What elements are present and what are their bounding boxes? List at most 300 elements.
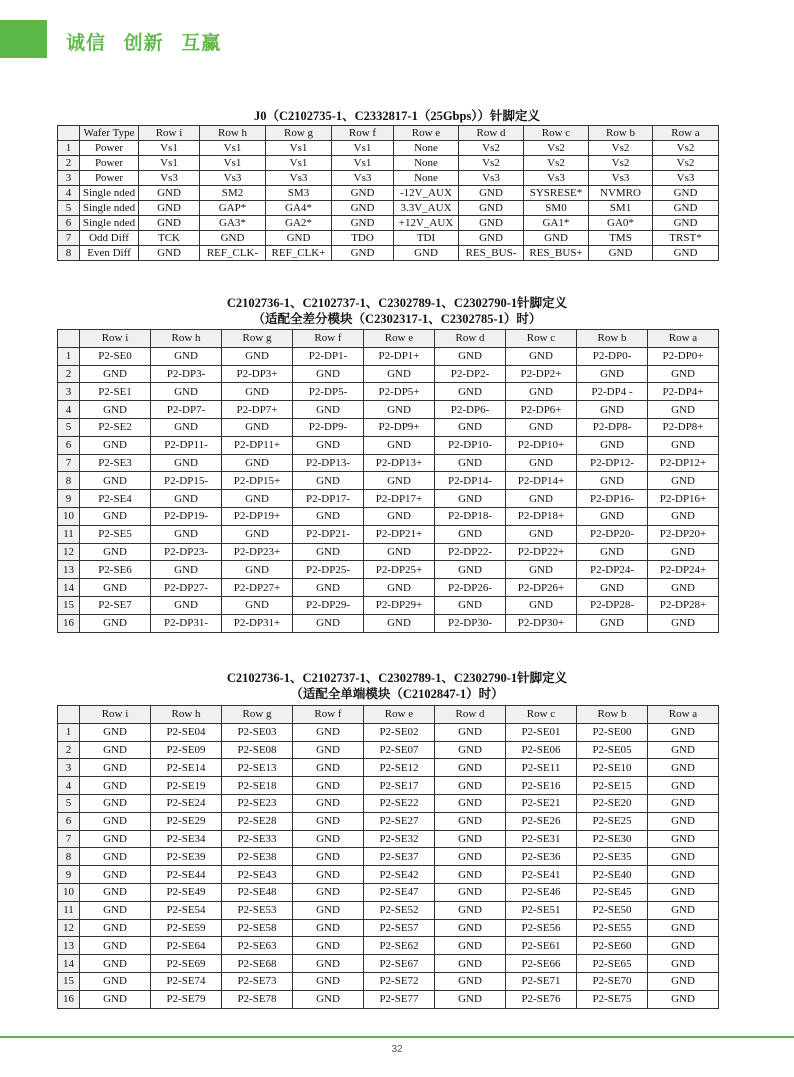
table-cell: GND <box>435 490 506 508</box>
table-cell: GND <box>435 955 506 973</box>
table-cell: GND <box>364 472 435 490</box>
table-cell: P2-SE71 <box>506 972 577 990</box>
table-row <box>58 741 719 759</box>
table-cell: P2-DP2- <box>435 365 506 383</box>
table-header-row <box>58 330 719 348</box>
row-number: 1 <box>58 723 80 741</box>
table-header-row <box>58 706 719 724</box>
table2-title-line2: （适配全差分模块（C2302317-1、C2302785-1）时） <box>252 312 542 326</box>
table-cell: P2-SE48 <box>222 883 293 901</box>
table-cell: P2-SE49 <box>151 883 222 901</box>
row-number: 3 <box>58 171 80 186</box>
table-cell: P2-SE42 <box>364 866 435 884</box>
table-cell: GND <box>435 596 506 614</box>
table-cell: GND <box>506 525 577 543</box>
table-cell: GND <box>435 794 506 812</box>
table-cell: GND <box>648 365 719 383</box>
table-cell: P2-DP12+ <box>648 454 719 472</box>
table-cell: P2-SE25 <box>577 812 648 830</box>
table-cell: Power <box>80 156 139 171</box>
table-cell: TRST* <box>653 231 719 246</box>
table-cell: P2-DP24- <box>577 561 648 579</box>
column-header: Row h <box>200 126 266 141</box>
table-cell: GA4* <box>266 201 332 216</box>
table-cell: P2-SE51 <box>506 901 577 919</box>
table-cell: GND <box>80 919 151 937</box>
table-cell: GND <box>222 596 293 614</box>
table-cell: GND <box>222 561 293 579</box>
table-cell: GND <box>80 812 151 830</box>
row-number: 12 <box>58 919 80 937</box>
table-cell: P2-DP3+ <box>222 365 293 383</box>
table-cell: P2-DP18+ <box>506 507 577 525</box>
table-cell: P2-SE78 <box>222 990 293 1008</box>
table-cell: GND <box>80 614 151 632</box>
table-header-row <box>58 126 719 141</box>
table-cell: P2-DP0- <box>577 347 648 365</box>
table-cell: P2-SE24 <box>151 794 222 812</box>
table-cell: GND <box>80 543 151 561</box>
table-cell: Vs3 <box>266 171 332 186</box>
table-cell: None <box>394 156 459 171</box>
column-header: Row i <box>80 706 151 724</box>
row-number: 4 <box>58 401 80 419</box>
table-cell: P2-SE54 <box>151 901 222 919</box>
table-cell: GND <box>459 216 524 231</box>
table-cell: GND <box>648 990 719 1008</box>
table-cell: GND <box>80 759 151 777</box>
table-cell: GND <box>648 812 719 830</box>
table-cell: Vs2 <box>459 156 524 171</box>
table-cell: P2-DP4+ <box>648 383 719 401</box>
table-cell: GND <box>80 365 151 383</box>
table-cell: P2-SE44 <box>151 866 222 884</box>
table-cell: GND <box>524 231 589 246</box>
table-cell: SM3 <box>266 186 332 201</box>
table-cell: GND <box>435 347 506 365</box>
table-cell: GND <box>435 848 506 866</box>
table-cell: P2-SE01 <box>506 723 577 741</box>
row-number: 2 <box>58 156 80 171</box>
table-cell: P2-DP10- <box>435 436 506 454</box>
table-cell: GND <box>222 347 293 365</box>
row-number: 15 <box>58 596 80 614</box>
table-cell: P2-SE60 <box>577 937 648 955</box>
table-cell: GND <box>151 383 222 401</box>
column-header: Wafer Type <box>80 126 139 141</box>
table-cell: GND <box>435 741 506 759</box>
column-header <box>58 706 80 724</box>
table-cell: P2-SE50 <box>577 901 648 919</box>
table-cell: GND <box>506 383 577 401</box>
column-header: Row e <box>364 330 435 348</box>
table-cell: P2-SE33 <box>222 830 293 848</box>
table-cell: GND <box>577 472 648 490</box>
table-cell: P2-SE76 <box>506 990 577 1008</box>
table-cell: GND <box>648 507 719 525</box>
table-cell: GND <box>293 759 364 777</box>
table-cell: GND <box>139 246 200 261</box>
table-cell: GND <box>435 723 506 741</box>
table-cell: GND <box>293 830 364 848</box>
table-cell: P2-DP22- <box>435 543 506 561</box>
table-cell: GND <box>80 436 151 454</box>
row-number: 2 <box>58 365 80 383</box>
row-number: 5 <box>58 794 80 812</box>
table-cell: P2-DP28+ <box>648 596 719 614</box>
table-cell: GND <box>653 246 719 261</box>
table-row <box>58 972 719 990</box>
table-cell: GA3* <box>200 216 266 231</box>
table-cell: P2-DP1- <box>293 347 364 365</box>
table-cell: SYSRESE* <box>524 186 589 201</box>
table-cell: Vs2 <box>653 156 719 171</box>
table-cell: GND <box>80 794 151 812</box>
table-cell: P2-DP23- <box>151 543 222 561</box>
table-cell: GND <box>648 543 719 561</box>
table-cell: P2-SE5 <box>80 525 151 543</box>
table-cell: GND <box>293 614 364 632</box>
table-cell: GND <box>80 883 151 901</box>
table-cell: GND <box>648 848 719 866</box>
table-cell: GND <box>364 543 435 561</box>
table-cell: P2-SE23 <box>222 794 293 812</box>
table-cell: P2-SE08 <box>222 741 293 759</box>
table-cell: GND <box>648 919 719 937</box>
table-cell: GND <box>364 365 435 383</box>
table-cell: P2-SE02 <box>364 723 435 741</box>
column-header: Row f <box>293 330 364 348</box>
row-number: 6 <box>58 812 80 830</box>
table-cell: GND <box>293 777 364 795</box>
table-cell: GND <box>293 848 364 866</box>
table-row <box>58 596 719 614</box>
table-cell: P2-SE0 <box>80 347 151 365</box>
table-cell: P2-SE30 <box>577 830 648 848</box>
table-cell: GND <box>293 507 364 525</box>
table-cell: P2-DP20+ <box>648 525 719 543</box>
table-cell: GND <box>589 246 653 261</box>
table-cell: GND <box>293 937 364 955</box>
table-cell: GND <box>293 723 364 741</box>
table-cell: P2-DP20- <box>577 525 648 543</box>
table-cell: Single nded <box>80 186 139 201</box>
table-cell: P2-DP14- <box>435 472 506 490</box>
row-number: 3 <box>58 759 80 777</box>
table-row <box>58 347 719 365</box>
table-cell: +12V_AUX <box>394 216 459 231</box>
table-cell: GND <box>80 723 151 741</box>
table-cell: P2-SE32 <box>364 830 435 848</box>
table-row <box>58 418 719 436</box>
column-header: Row i <box>80 330 151 348</box>
table-cell: Vs3 <box>524 171 589 186</box>
row-number: 13 <box>58 937 80 955</box>
table-cell: GND <box>577 543 648 561</box>
table-cell: P2-DP18- <box>435 507 506 525</box>
table-cell: GND <box>648 759 719 777</box>
table-cell: P2-SE79 <box>151 990 222 1008</box>
table-cell: GND <box>139 201 200 216</box>
table-cell: GND <box>293 436 364 454</box>
table-cell: GND <box>80 848 151 866</box>
table-cell: SM0 <box>524 201 589 216</box>
table-cell: GND <box>435 759 506 777</box>
table-cell: GND <box>435 901 506 919</box>
table-cell: GND <box>435 812 506 830</box>
table-cell: P2-DP1+ <box>364 347 435 365</box>
table-cell: GND <box>394 246 459 261</box>
column-header: Row h <box>151 706 222 724</box>
table-cell: GND <box>293 741 364 759</box>
table-cell: P2-SE39 <box>151 848 222 866</box>
table-cell: P2-SE6 <box>80 561 151 579</box>
table-row <box>58 156 719 171</box>
table-cell: GND <box>459 186 524 201</box>
table-cell: P2-DP5+ <box>364 383 435 401</box>
table-cell: GA2* <box>266 216 332 231</box>
table-cell: 3.3V_AUX <box>394 201 459 216</box>
table-row <box>58 490 719 508</box>
table-cell: P2-SE35 <box>577 848 648 866</box>
table-row <box>58 454 719 472</box>
table-row <box>58 919 719 937</box>
table-cell: SM2 <box>200 186 266 201</box>
table-cell: P2-SE28 <box>222 812 293 830</box>
table-cell: P2-DP31+ <box>222 614 293 632</box>
table1-title-text: J0（C2102735-1、C2332817-1（25Gbps））针脚定义 <box>253 109 541 123</box>
table-cell: Vs3 <box>653 171 719 186</box>
table-cell: GND <box>435 383 506 401</box>
table-cell: Single nded <box>80 201 139 216</box>
table-cell: GA1* <box>524 216 589 231</box>
table-cell: GND <box>80 401 151 419</box>
table-cell: P2-SE63 <box>222 937 293 955</box>
table-cell: P2-SE36 <box>506 848 577 866</box>
table-cell: P2-SE34 <box>151 830 222 848</box>
row-number: 11 <box>58 525 80 543</box>
column-header <box>58 126 80 141</box>
table3-title-line2: （适配全单端模块（C2102847-1）时） <box>290 687 504 701</box>
table-cell: P2-DP16- <box>577 490 648 508</box>
table-row <box>58 812 719 830</box>
table-cell: P2-SE12 <box>364 759 435 777</box>
table-cell: P2-DP21+ <box>364 525 435 543</box>
table-cell: Vs1 <box>200 156 266 171</box>
table-cell: GND <box>151 418 222 436</box>
table-row <box>58 579 719 597</box>
table-cell: P2-DP12- <box>577 454 648 472</box>
row-number: 1 <box>58 347 80 365</box>
table-cell: Odd Diff <box>80 231 139 246</box>
table-cell: GND <box>80 866 151 884</box>
table-cell: P2-SE27 <box>364 812 435 830</box>
table-cell: GND <box>80 955 151 973</box>
table-cell: P2-SE7 <box>80 596 151 614</box>
table-cell: P2-SE72 <box>364 972 435 990</box>
row-number: 7 <box>58 231 80 246</box>
table-cell: P2-DP11- <box>151 436 222 454</box>
table-cell: P2-DP3- <box>151 365 222 383</box>
table-row <box>58 472 719 490</box>
table-row <box>58 901 719 919</box>
table-cell: GND <box>577 365 648 383</box>
column-header: Row d <box>459 126 524 141</box>
table-cell: P2-DP7- <box>151 401 222 419</box>
column-header: Row f <box>293 706 364 724</box>
table-row <box>58 436 719 454</box>
column-header: Row g <box>222 330 293 348</box>
table-cell: GND <box>653 201 719 216</box>
column-header: Row b <box>577 330 648 348</box>
table-cell: P2-DP7+ <box>222 401 293 419</box>
table-cell: P2-DP8- <box>577 418 648 436</box>
table-cell: None <box>394 141 459 156</box>
table-cell: P2-DP15+ <box>222 472 293 490</box>
table-cell: P2-SE75 <box>577 990 648 1008</box>
row-number: 15 <box>58 972 80 990</box>
table-cell: P2-SE26 <box>506 812 577 830</box>
table-cell: P2-SE40 <box>577 866 648 884</box>
column-header: Row h <box>151 330 222 348</box>
row-number: 4 <box>58 186 80 201</box>
table-cell: P2-SE14 <box>151 759 222 777</box>
table-cell: GND <box>151 490 222 508</box>
table2-title-line1: C2102736-1、C2102737-1、C2302789-1、C2302790-1针脚定义 <box>226 296 568 310</box>
table-cell: P2-SE77 <box>364 990 435 1008</box>
row-number: 11 <box>58 901 80 919</box>
table-row <box>58 723 719 741</box>
table-cell: P2-SE04 <box>151 723 222 741</box>
table-cell: P2-DP2+ <box>506 365 577 383</box>
table-cell: Vs3 <box>200 171 266 186</box>
table-row <box>58 848 719 866</box>
table-cell: GND <box>435 937 506 955</box>
table-cell: P2-DP15- <box>151 472 222 490</box>
column-header: Row g <box>222 706 293 724</box>
row-number: 8 <box>58 848 80 866</box>
table-cell: P2-SE15 <box>577 777 648 795</box>
table-cell: Vs1 <box>266 141 332 156</box>
table-cell: P2-SE07 <box>364 741 435 759</box>
row-number: 9 <box>58 490 80 508</box>
table-cell: GND <box>648 883 719 901</box>
table-cell: P2-DP25+ <box>364 561 435 579</box>
table-cell: GND <box>80 777 151 795</box>
table-cell: GND <box>648 830 719 848</box>
table-cell: Vs1 <box>200 141 266 156</box>
table-cell: P2-SE00 <box>577 723 648 741</box>
table-row <box>58 614 719 632</box>
table-cell: GND <box>364 436 435 454</box>
table-cell: GND <box>506 596 577 614</box>
column-header: Row c <box>524 126 589 141</box>
table-cell: P2-SE55 <box>577 919 648 937</box>
row-number: 8 <box>58 472 80 490</box>
table-cell: GND <box>80 507 151 525</box>
table-cell: P2-SE46 <box>506 883 577 901</box>
table-cell: P2-DP11+ <box>222 436 293 454</box>
table-cell: GND <box>293 866 364 884</box>
table-cell: P2-DP31- <box>151 614 222 632</box>
table-cell: GND <box>151 561 222 579</box>
table-cell: P2-SE2 <box>80 418 151 436</box>
table-cell: P2-SE74 <box>151 972 222 990</box>
table-cell: P2-DP13+ <box>364 454 435 472</box>
table-cell: GND <box>648 741 719 759</box>
table-cell: Vs3 <box>589 171 653 186</box>
table3-title-line1: C2102736-1、C2102737-1、C2302789-1、C2302790-1针脚定义 <box>226 671 568 685</box>
table-cell: GND <box>151 347 222 365</box>
row-number: 7 <box>58 830 80 848</box>
table-cell: GND <box>506 561 577 579</box>
table-cell: GND <box>435 919 506 937</box>
table-cell: GND <box>506 454 577 472</box>
row-number: 1 <box>58 141 80 156</box>
table-cell: GND <box>435 418 506 436</box>
table-cell: GND <box>648 972 719 990</box>
table-cell: GND <box>80 579 151 597</box>
table-cell: P2-DP9+ <box>364 418 435 436</box>
table-cell: GND <box>364 507 435 525</box>
row-number: 12 <box>58 543 80 561</box>
column-header: Row c <box>506 330 577 348</box>
table-cell: P2-DP27+ <box>222 579 293 597</box>
table-cell: P2-SE69 <box>151 955 222 973</box>
column-header: Row a <box>648 706 719 724</box>
table-cell: GND <box>293 579 364 597</box>
table-cell: GND <box>435 972 506 990</box>
row-number: 9 <box>58 866 80 884</box>
table-row <box>58 525 719 543</box>
table-row <box>58 231 719 246</box>
table-cell: -12V_AUX <box>394 186 459 201</box>
table-cell: TDO <box>332 231 394 246</box>
table-cell: P2-DP0+ <box>648 347 719 365</box>
table-cell: Vs1 <box>139 141 200 156</box>
table-cell: P2-SE05 <box>577 741 648 759</box>
table-cell: P2-SE56 <box>506 919 577 937</box>
table-cell: GND <box>506 418 577 436</box>
table-cell: Vs3 <box>139 171 200 186</box>
row-number: 4 <box>58 777 80 795</box>
table-cell: GND <box>293 365 364 383</box>
table-cell: Power <box>80 171 139 186</box>
table-cell: GND <box>648 472 719 490</box>
table-cell: GND <box>293 794 364 812</box>
row-number: 16 <box>58 614 80 632</box>
table-row <box>58 401 719 419</box>
table-row <box>58 561 719 579</box>
table-cell: P2-DP5- <box>293 383 364 401</box>
table-cell: Vs3 <box>459 171 524 186</box>
table-cell: GND <box>222 490 293 508</box>
column-header: Row g <box>266 126 332 141</box>
table-cell: P2-SE67 <box>364 955 435 973</box>
table-cell: P2-DP28- <box>577 596 648 614</box>
table-cell: GND <box>293 955 364 973</box>
table-cell: GND <box>435 830 506 848</box>
table-cell: REF_CLK- <box>200 246 266 261</box>
table-cell: GND <box>151 596 222 614</box>
table-row <box>58 759 719 777</box>
table-cell: P2-SE22 <box>364 794 435 812</box>
table-cell: GND <box>80 972 151 990</box>
table-cell: P2-SE29 <box>151 812 222 830</box>
table-row <box>58 216 719 231</box>
table-cell: P2-SE61 <box>506 937 577 955</box>
table-cell: P2-SE41 <box>506 866 577 884</box>
